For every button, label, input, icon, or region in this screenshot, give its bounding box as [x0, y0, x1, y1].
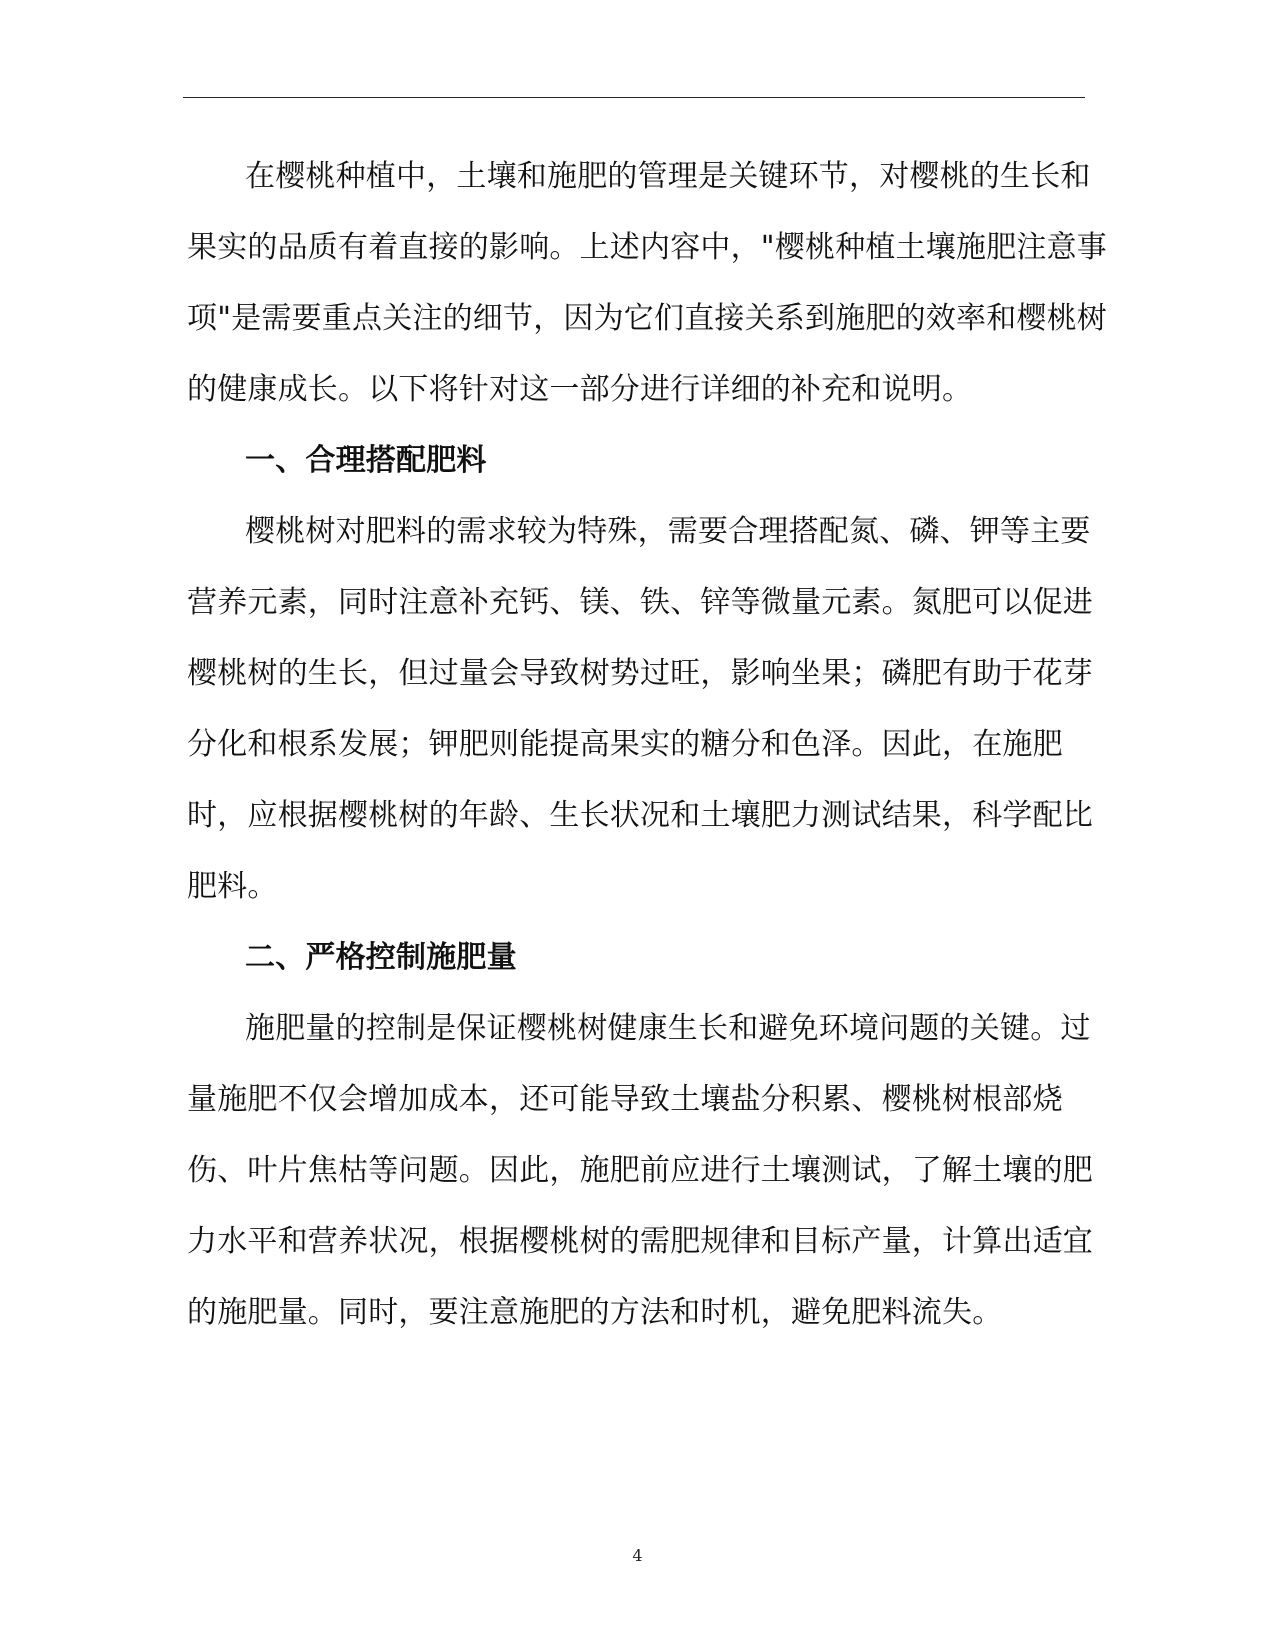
- intro-line: 的健康成长。以下将针对这一部分进行详细的补充和说明。: [187, 372, 973, 407]
- section1-line: 肥料。: [187, 869, 278, 904]
- page-number: 4: [632, 1546, 643, 1565]
- section2-line: 量施肥不仅会增加成本，还可能导致土壤盐分积累、樱桃树根部烧: [187, 1082, 1063, 1117]
- section1-line: 分化和根系发展；钾肥则能提高果实的糖分和色泽。因此，在施肥: [187, 727, 1063, 762]
- section2-line: 施肥量的控制是保证樱桃树健康生长和避免环境问题的关键。过: [245, 1011, 1091, 1046]
- section-heading-1: 一、合理搭配肥料: [245, 443, 487, 478]
- intro-line: 果实的品质有着直接的影响。上述内容中，"樱桃种植土壤施肥注意事: [187, 230, 1107, 265]
- section1-line: 营养元素，同时注意补充钙、镁、铁、锌等微量元素。氮肥可以促进: [187, 585, 1093, 620]
- section-heading-2: 二、严格控制施肥量: [245, 940, 517, 975]
- section1-line: 樱桃树的生长，但过量会导致树势过旺，影响坐果；磷肥有助于花芽: [187, 656, 1093, 691]
- section1-line: 时，应根据樱桃树的年龄、生长状况和土壤肥力测试结果，科学配比: [187, 798, 1093, 833]
- section1-line: 樱桃树对肥料的需求较为特殊，需要合理搭配氮、磷、钾等主要: [245, 514, 1091, 549]
- intro-line: 在樱桃种植中，土壤和施肥的管理是关键环节，对樱桃的生长和: [245, 159, 1091, 194]
- section2-line: 力水平和营养状况，根据樱桃树的需肥规律和目标产量，计算出适宜: [187, 1224, 1093, 1259]
- header-rule: [183, 97, 1085, 98]
- intro-line: 项"是需要重点关注的细节，因为它们直接关系到施肥的效率和樱桃树: [187, 301, 1107, 336]
- section2-line: 的施肥量。同时，要注意施肥的方法和时机，避免肥料流失。: [187, 1295, 1003, 1330]
- section2-line: 伤、叶片焦枯等问题。因此，施肥前应进行土壤测试，了解土壤的肥: [187, 1153, 1093, 1188]
